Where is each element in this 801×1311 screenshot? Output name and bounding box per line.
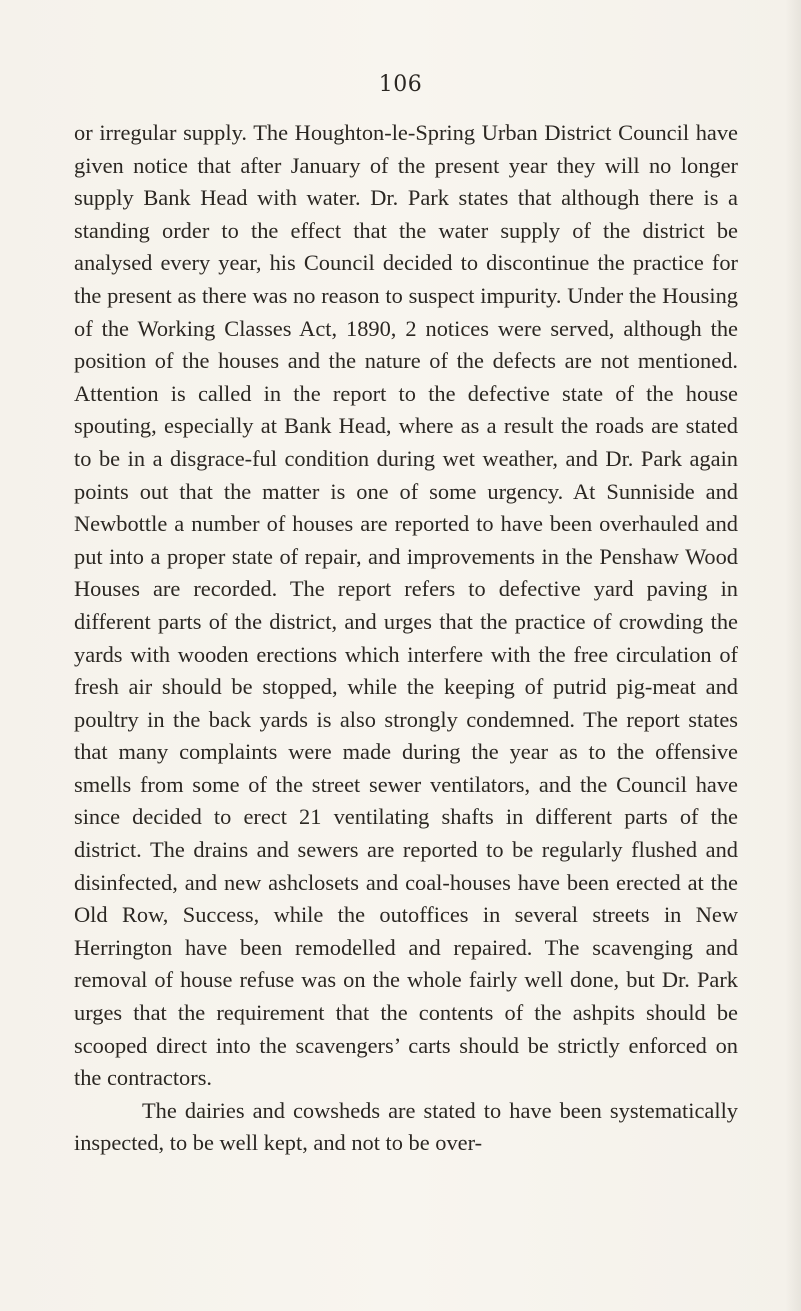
body-text: [74, 117, 738, 1160]
paragraph-1: or irregular supply. The Houghton-le-Spring Urban District Council have given notice that after January of the present year they will no longer supply Bank Head with water. Dr. Park states that although there is a standing order to the effect that the water supply of the district be analysed every year, his Council decided to discontinue the practice for the present as there was no reason to suspect impurity. Under the Housing of the Working Classes Act, 1890, 2 notices were served, although the position of the houses and the nature of the defects are not mentioned. Attention is called in the report to the defective state of the house spouting, especially at Bank Head, where as a result the roads are stated to be in a disgrace-ful condition during wet weather, and Dr. Park again points out that the matter is one of some urgency. At Sunniside and Newbottle a number of houses are reported to have been overhauled and put into a proper state of repair, and improvements in the Penshaw Wood Houses are recorded. The report refers to defective yard paving in different parts of the district, and urges that the practice of crowding the yards with wooden erections which interfere with the free circulation of fresh air should be stopped, while the keeping of putrid pig-meat and poultry in the back yards is also strongly condemned. The report states that many complaints were made during the year as to the offensive smells from some of the street sewer ventilators, and the Council have since decided to erect 21 ventilating shafts in different parts of the district. The drains and sewers are reported to be regularly flushed and disinfected, and new ashclosets and coal-houses have been erected at the Old Row, Success, while the outoffices in several streets in New Herrington have been remodelled and repaired. The scavenging and removal of house refuse was on the whole fairly well done, but Dr. Park urges that the requirement that the contents of the ashpits should be scooped direct into the scavengers’ carts should be strictly enforced on the contractors.: [74, 120, 738, 1091]
page-edge-shadow: [785, 0, 801, 1311]
paragraph-2: The dairies and cowsheds are stated to have been systematically inspected, to be well kept, and not to be over-: [74, 1097, 738, 1156]
page-number: 106: [378, 72, 423, 97]
